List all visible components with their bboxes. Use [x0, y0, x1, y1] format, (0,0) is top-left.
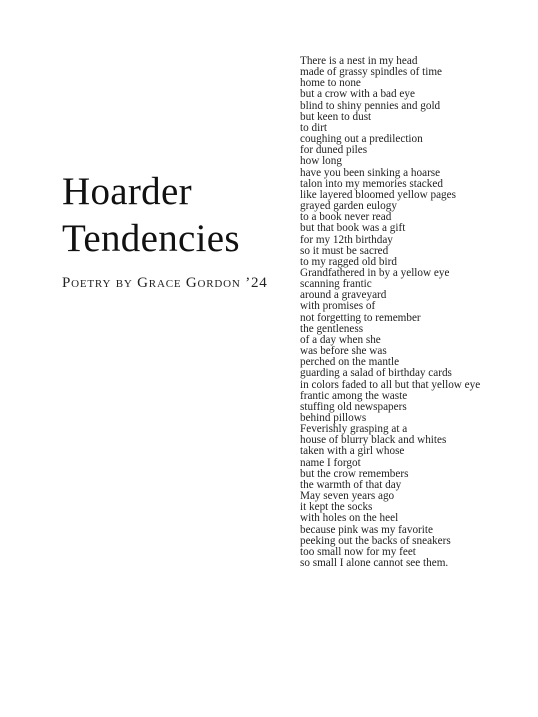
poem-line: in colors faded to all but that yellow eye: [300, 378, 481, 391]
title-line-2: Tendencies: [62, 217, 240, 260]
poem-line: how long: [300, 155, 342, 168]
poem-line: for my 12th birthday: [300, 233, 393, 246]
poem-line: grayed garden eulogy: [300, 200, 397, 213]
poem-line: it kept the socks: [300, 501, 373, 514]
poem-line: so small I alone cannot see them.: [300, 557, 449, 570]
poem-line: Grandfathered in by a yellow eye: [300, 266, 450, 279]
poem-line: to a book never read: [300, 211, 392, 224]
poem-line: like layered bloomed yellow pages: [300, 188, 456, 201]
poem-line: peeking out the backs of sneakers: [300, 534, 451, 547]
poem-line: because pink was my favorite: [300, 523, 433, 536]
poem-line: the warmth of that day: [300, 478, 402, 491]
poem-line: talon into my memories stacked: [300, 177, 443, 190]
poem-line: not forgetting to remember: [300, 311, 421, 324]
poem-line: was before she was: [300, 345, 387, 358]
poem-line: for duned piles: [300, 144, 368, 157]
poem-line: stuffing old newspapers: [300, 400, 407, 413]
poem-line: behind pillows: [300, 412, 367, 424]
poem-line: around a graveyard: [300, 289, 387, 302]
poem-line: of a day when she: [300, 333, 381, 346]
poem-line: scanning frantic: [300, 278, 372, 291]
poem-line: with holes on the heel: [300, 512, 399, 525]
poem-line: to my ragged old bird: [300, 255, 397, 268]
poem-line: made of grassy spindles of time: [300, 66, 442, 79]
poem-line: but a crow with a bad eye: [300, 88, 415, 101]
poem-line: but the crow remembers: [300, 467, 409, 480]
poem-line: with promises of: [300, 300, 376, 313]
poem-line: frantic among the waste: [300, 389, 408, 402]
poem-line: coughing out a predilection: [300, 133, 423, 146]
title-block: [62, 168, 292, 292]
poem-line: guarding a salad of birthday cards: [300, 367, 452, 380]
poem-title: [62, 168, 292, 262]
poem-line: There is a nest in my head: [300, 55, 418, 67]
poem-line: name I forgot: [300, 456, 361, 469]
poem-line: to dirt: [300, 121, 328, 134]
poem-line: too small now for my feet: [300, 545, 416, 558]
poem-line: perched on the mantle: [300, 356, 400, 369]
poem-line: but keen to dust: [300, 110, 372, 123]
poem-line: so it must be sacred: [300, 244, 389, 257]
poem-line: home to none: [300, 77, 361, 90]
poem-line: have you been sinking a hoarse: [300, 166, 441, 179]
author-byline: Poetry by Grace Gordon ’24: [62, 275, 268, 291]
poem-line: Feverishly grasping at a: [300, 423, 408, 436]
poem-body: [300, 56, 532, 569]
title-line-1: Hoarder: [62, 170, 192, 213]
poem-line: the gentleness: [300, 322, 364, 335]
poem-line: but that book was a gift: [300, 222, 406, 235]
poem-line: blind to shiny pennies and gold: [300, 99, 441, 112]
poem-line: house of blurry black and whites: [300, 434, 447, 447]
poem-line: taken with a girl whose: [300, 445, 405, 458]
poem-line: May seven years ago: [300, 490, 395, 503]
